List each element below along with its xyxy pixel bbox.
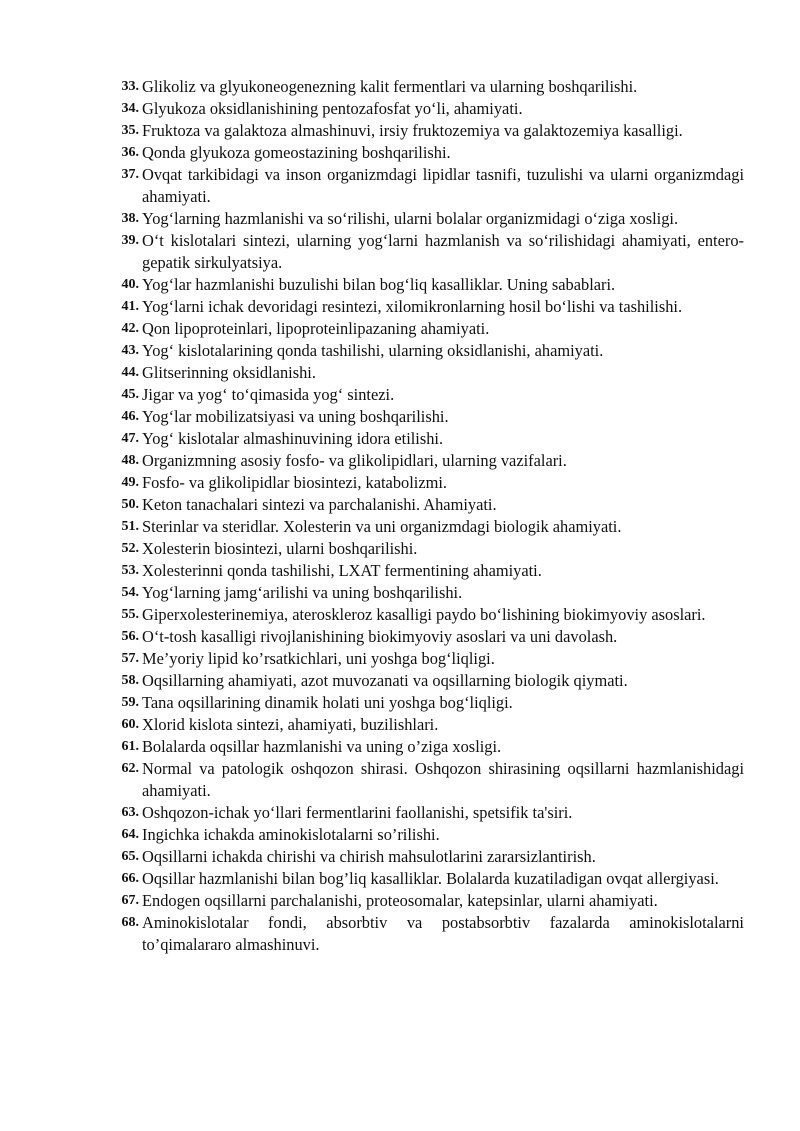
question-number: 64.: [121, 827, 139, 842]
question-item: [108, 230, 744, 274]
question-text: Yog‘larning hazmlanishi va so‘rilishi, ularni bolalar organizmidagi o‘ziga xosligi.: [142, 209, 679, 228]
question-item: [108, 692, 744, 714]
question-item: [108, 714, 744, 736]
question-number: 63.: [121, 805, 139, 820]
question-text: Glikoliz va glyukoneogenezning kalit fermentlari va ularning boshqarilishi.: [142, 77, 638, 96]
question-number: 50.: [121, 497, 139, 512]
question-text: Endogen oqsillarni parchalanishi, proteosomalar, katepsinlar, ularni ahamiyati.: [142, 891, 658, 910]
question-text: Ingichka ichakda aminokislotalarni so’rilishi.: [142, 825, 440, 844]
question-item: [108, 670, 744, 692]
question-text: Normal va patologik oshqozon shirasi. Oshqozon shirasining oqsillarni hazmlanishidagi ahamiyati.: [142, 759, 744, 800]
question-number: 57.: [121, 651, 139, 666]
question-number: 39.: [121, 233, 139, 248]
question-number: 65.: [121, 849, 139, 864]
question-text: Xolesterinni qonda tashilishi, LXAT fermentining ahamiyati.: [142, 561, 542, 580]
question-number: 34.: [121, 101, 139, 116]
question-number: 35.: [121, 123, 139, 138]
question-item: [108, 802, 744, 824]
question-item: [108, 648, 744, 670]
question-item: [108, 516, 744, 538]
question-item: [108, 98, 744, 120]
question-item: [108, 472, 744, 494]
question-text: Oshqozon-ichak yo‘llari fermentlarini faollanishi, spetsifik ta'siri.: [142, 803, 573, 822]
question-item: [108, 912, 744, 956]
question-text: Aminokislotalar fondi, absorbtiv va postabsorbtiv fazalarda aminokislotalarni to’qimalararo almashinuvi.: [142, 913, 744, 954]
question-item: [108, 384, 744, 406]
question-item: [108, 76, 744, 98]
question-number: 36.: [121, 145, 139, 160]
question-text: Yog‘ kislotalar almashinuvining idora etilishi.: [142, 429, 444, 448]
question-number: 59.: [121, 695, 139, 710]
question-text: Keton tanachalari sintezi va parchalanishi. Ahamiyati.: [142, 495, 497, 514]
question-item: [108, 626, 744, 648]
question-text: Yog‘ kislotalarining qonda tashilishi, ularning oksidlanishi, ahamiyati.: [142, 341, 604, 360]
question-number: 62.: [121, 761, 139, 776]
question-text: Me’yoriy lipid ko’rsatkichlari, uni yoshga bog‘liqligi.: [142, 649, 495, 668]
question-text: Organizmning asosiy fosfo- va glikolipidlari, ularning vazifalari.: [142, 451, 567, 470]
question-item: [108, 318, 744, 340]
question-number: 54.: [121, 585, 139, 600]
question-number: 49.: [121, 475, 139, 490]
question-item: [108, 560, 744, 582]
question-list: [108, 76, 744, 956]
question-number: 68.: [121, 915, 139, 930]
question-item: [108, 824, 744, 846]
question-text: Yog‘lar mobilizatsiyasi va uning boshqarilishi.: [142, 407, 449, 426]
question-item: [108, 758, 744, 802]
question-text: O‘t-tosh kasalligi rivojlanishining biokimyoviy asoslari va uni davolash.: [142, 627, 618, 646]
question-text: Bolalarda oqsillar hazmlanishi va uning o’ziga xosligi.: [142, 737, 502, 756]
question-item: [108, 164, 744, 208]
question-item: [108, 846, 744, 868]
question-item: [108, 120, 744, 142]
question-text: Yog‘larning jamg‘arilishi va uning boshqarilishi.: [142, 583, 463, 602]
question-item: [108, 604, 744, 626]
question-number: 61.: [121, 739, 139, 754]
question-item: [108, 538, 744, 560]
question-item: [108, 362, 744, 384]
question-text: Glitserinning oksidlanishi.: [142, 363, 316, 382]
question-text: Giperxolesterinemiya, ateroskleroz kasalligi paydo bo‘lishining biokimyoviy asoslari.: [142, 605, 706, 624]
question-text: Yog‘larni ichak devoridagi resintezi, xilomikronlarning hosil bo‘lishi va tashilishi.: [142, 297, 683, 316]
question-number: 43.: [121, 343, 139, 358]
question-text: Xlorid kislota sintezi, ahamiyati, buzilishlari.: [142, 715, 439, 734]
question-number: 67.: [121, 893, 139, 908]
question-text: Glyukoza oksidlanishining pentozafosfat yo‘li, ahamiyati.: [142, 99, 523, 118]
question-number: 66.: [121, 871, 139, 886]
question-text: Yog‘lar hazmlanishi buzulishi bilan bog‘liq kasalliklar. Uning sabablari.: [142, 275, 616, 294]
question-item: [108, 340, 744, 362]
question-text: Qon lipoproteinlari, lipoproteinlipazaning ahamiyati.: [142, 319, 490, 338]
question-text: Oqsillar hazmlanishi bilan bog’liq kasalliklar. Bolalarda kuzatiladigan ovqat allergiyasi.: [142, 869, 719, 888]
question-item: [108, 428, 744, 450]
question-item: [108, 296, 744, 318]
question-number: 45.: [121, 387, 139, 402]
question-number: 55.: [121, 607, 139, 622]
question-text: Ovqat tarkibidagi va inson organizmdagi lipidlar tasnifi, tuzulishi va ularni organizmdagi ahamiyati.: [142, 165, 744, 206]
question-item: [108, 406, 744, 428]
question-number: 41.: [121, 299, 139, 314]
question-item: [108, 450, 744, 472]
question-number: 44.: [121, 365, 139, 380]
question-number: 58.: [121, 673, 139, 688]
question-number: 47.: [121, 431, 139, 446]
question-number: 37.: [121, 167, 139, 182]
question-item: [108, 736, 744, 758]
question-number: 48.: [121, 453, 139, 468]
question-number: 56.: [121, 629, 139, 644]
question-text: O‘t kislotalari sintezi, ularning yog‘larni hazmlanish va so‘rilishidagi ahamiyati, entero-gepatik sirkulyatsiya.: [142, 231, 744, 272]
question-number: 60.: [121, 717, 139, 732]
question-text: Fruktoza va galaktoza almashinuvi, irsiy fruktozemiya va galaktozemiya kasalligi.: [142, 121, 683, 140]
question-text: Fosfo- va glikolipidlar biosintezi, katabolizmi.: [142, 473, 447, 492]
question-item: [108, 890, 744, 912]
question-item: [108, 868, 744, 890]
question-number: 38.: [121, 211, 139, 226]
question-number: 52.: [121, 541, 139, 556]
question-text: Tana oqsillarining dinamik holati uni yoshga bog‘liqligi.: [142, 693, 513, 712]
question-text: Oqsillarning ahamiyati, azot muvozanati va oqsillarning biologik qiymati.: [142, 671, 628, 690]
question-text: Jigar va yog‘ to‘qimasida yog‘ sintezi.: [142, 385, 395, 404]
question-item: [108, 142, 744, 164]
question-text: Oqsillarni ichakda chirishi va chirish mahsulotlarini zararsizlantirish.: [142, 847, 596, 866]
question-number: 33.: [121, 79, 139, 94]
question-number: 51.: [121, 519, 139, 534]
question-item: [108, 494, 744, 516]
question-number: 46.: [121, 409, 139, 424]
question-text: Xolesterin biosintezi, ularni boshqarilishi.: [142, 539, 418, 558]
question-item: [108, 582, 744, 604]
question-number: 40.: [121, 277, 139, 292]
question-number: 42.: [121, 321, 139, 336]
question-number: 53.: [121, 563, 139, 578]
question-item: [108, 274, 744, 296]
question-item: [108, 208, 744, 230]
question-text: Sterinlar va steridlar. Xolesterin va uni organizmdagi biologik ahamiyati.: [142, 517, 622, 536]
question-text: Qonda glyukoza gomeostazining boshqarilishi.: [142, 143, 451, 162]
